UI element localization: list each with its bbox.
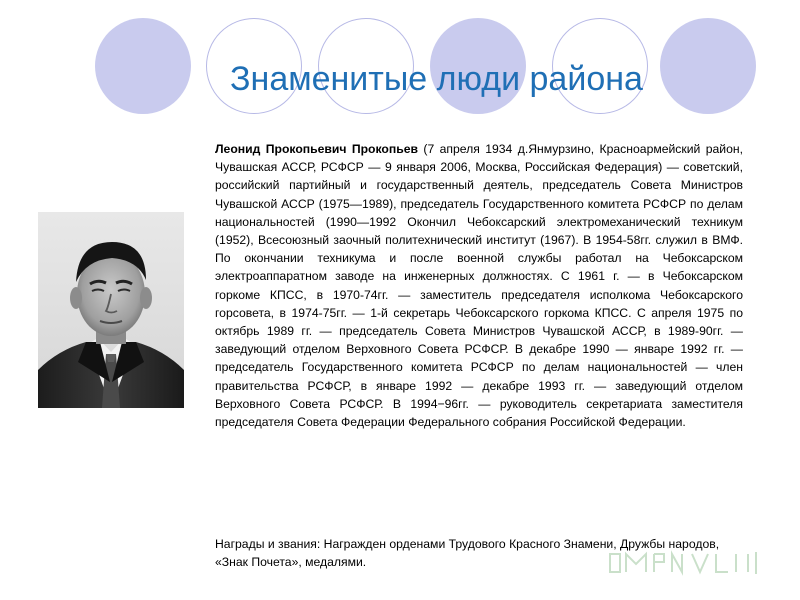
biography-text: [215, 140, 743, 431]
decorative-circle-1: [95, 18, 191, 114]
portrait-photo: [38, 212, 184, 408]
decorative-circle-6: [660, 18, 756, 114]
portrait-illustration: [38, 212, 184, 408]
biography-body: (7 апреля 1934 д.Янмурзино, Красноармейский район, Чувашская АССР, РСФСР — 9 января 2006, Москва, Российская Федерация) — советский, российский партийный и государственный деятель, председатель Совета Министров Чувашской АССР (1975—1989), председатель Государственного комитета РСФСР по делам национальностей (1990—1992 Окончил Чебоксарский электромеханический техникум (1952), Всесоюзный заочный политехнический институт (1967). В 1954-58гг. служил в ВМФ. По окончании техникума и после военной службы работал на Чебоксарском электроаппаратном заводе на инженерных должностях. С 1961 г. — в Чебоксарском горкоме КПСС, в 1970-74гг. — заместитель председателя исполкома Чебоксарского горсовета, в 1974-75гг. — 1-й секретарь Чебоксарского горкома КПСС. С апреля 1975 по октябрь 1989 гг. — председатель Совета Министров Чувашской АССР, в 1989-90гг. — заведующий отделом Верховного Совета РСФСР. В декабре 1990 — январе 1992 гг. — председатель Государственного комитета РСФСР по делам национальностей — член правительства РСФСР, в январе 1992 — декабре 1993 гг. — заведующий отделом Верховного Совета РСФСР. В 1994−96гг. — руководитель секретариата заместителя председателя Совета Федерации Федерального собрания Российской Федерации.: [215, 142, 743, 430]
watermark-logo: [606, 548, 766, 576]
awards-text: Награды и звания: Награжден орденами Трудового Красного Знамени, Дружбы народов, «Знак Почета», медалями.: [215, 537, 720, 569]
slide-title: Знаменитые люди района: [230, 60, 643, 98]
person-name: Леонид Прокопьевич Прокопьев: [215, 142, 419, 156]
